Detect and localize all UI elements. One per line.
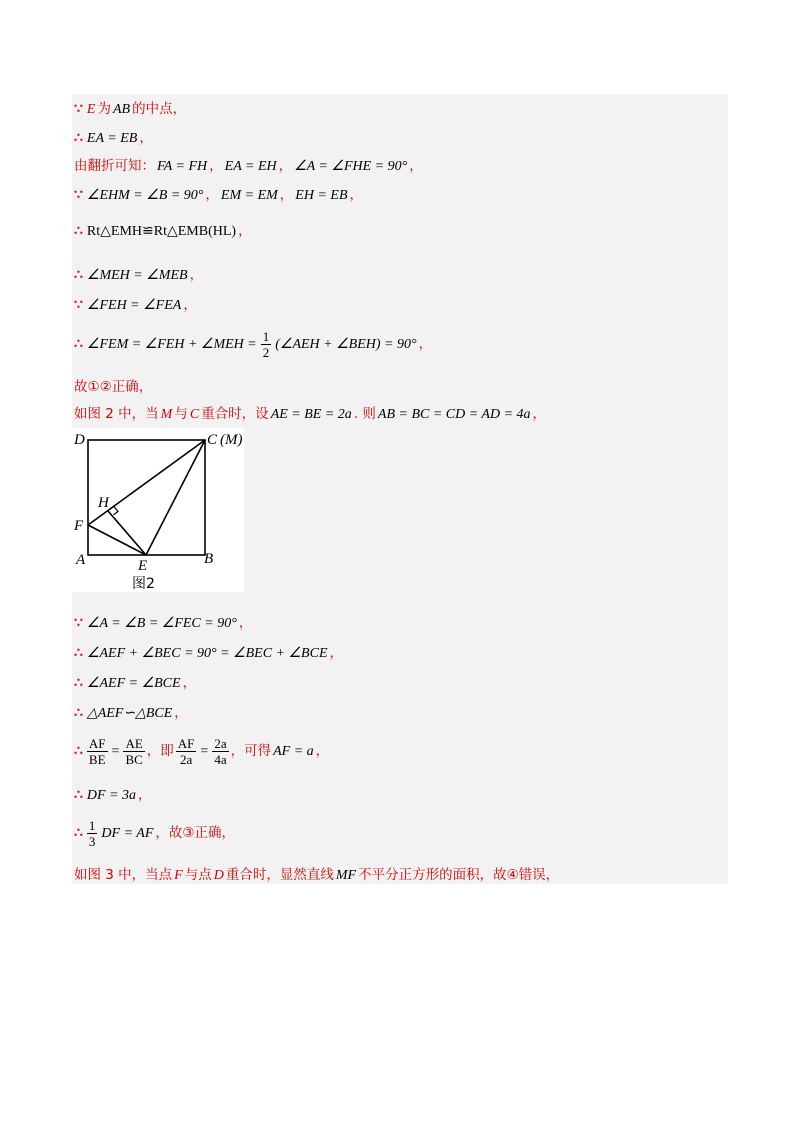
fraction-denominator: 2 [262,344,270,360]
fraction-denominator: BE [88,751,106,767]
therefore-symbol: ∴ [74,336,83,352]
line-7 [74,296,197,315]
math: M [160,407,173,422]
figure-caption: 图2 [132,576,155,592]
therefore-symbol: ∴ [74,705,83,721]
text: ， [532,406,547,422]
text: ， [209,158,223,174]
math: AF = a [273,744,314,759]
line-16 [74,786,152,805]
math: DF = 3a [86,788,137,803]
math: C [189,407,200,422]
text: . 则 [353,406,376,422]
text: ， [418,336,433,352]
text: 与 [174,406,188,422]
line-18 [74,866,559,885]
fraction [87,736,108,767]
line-5 [74,222,252,241]
label-d: D [74,432,85,448]
text: ， [183,297,197,313]
text: ， [409,158,423,174]
therefore-symbol: ∴ [74,743,83,759]
square-diagram [72,428,244,592]
text: ， [138,787,152,803]
math: ∠FEH = ∠FEA [86,298,182,313]
label-a: A [76,552,86,568]
segment-fc [88,440,205,525]
fraction-denominator: 4a [214,751,227,767]
therefore-symbol: ∴ [74,675,83,691]
text: ，可得 [230,743,272,759]
therefore-symbol: ∴ [74,267,83,283]
because-symbol: ∵ [74,297,83,313]
text: ， [182,675,197,691]
fraction-denominator: 3 [88,833,96,849]
fraction-numerator: AF [177,735,195,751]
math: EM = EM [220,188,278,203]
line-8 [74,326,432,363]
label-m: (M) [220,432,243,448]
line-6 [74,266,203,285]
fraction-denominator: 2a [179,751,193,767]
therefore-symbol: ∴ [74,223,83,239]
fraction [87,818,98,849]
math: EH = EB [295,188,348,203]
line-11 [74,614,252,633]
line-1 [74,100,186,119]
text: 不平分正方形的面积，故④错误， [358,867,560,883]
text: 重合时，显然直线 [225,867,334,883]
math: ∠A = ∠B = ∠FEC = 90° [86,616,237,631]
text: ， [174,705,188,721]
math: ∠EHM = ∠B = 90° [86,188,204,203]
text: ， [205,187,219,203]
math: EA = EB [86,131,138,146]
fraction-numerator: 2a [214,735,227,751]
because-symbol: ∵ [74,615,83,631]
because-symbol: ∵ [74,101,83,117]
math-e: E [86,102,96,117]
text: ， [238,615,253,631]
text: 重合时，设 [201,406,269,422]
math: EA = EH [224,159,277,174]
fraction-numerator: 1 [88,817,96,833]
label-f: F [74,518,84,534]
math: MF [335,868,357,883]
segment-fe [88,525,146,555]
math: AB = BC = CD = AD = 4a [377,407,531,422]
text: ， [349,187,363,203]
fraction-denominator: BC [125,751,143,767]
therefore-symbol: ∴ [74,787,83,803]
fraction [212,736,228,767]
text: 如图 2 中，当 [74,406,159,422]
right-angle-mark [114,507,119,515]
line-12 [74,644,343,663]
math: ∠AEF + ∠BEC = 90° = ∠BEC + ∠BCE [86,646,328,661]
text: 的中点， [132,101,187,117]
equals: = [200,744,209,759]
text: 与点 [184,867,212,883]
line-17 [74,815,235,852]
text: 由翻折可知： [74,158,155,174]
line-15 [74,733,329,770]
fraction [261,329,272,360]
line-10 [74,405,546,424]
because-symbol: ∵ [74,187,83,203]
math: AE = BE = 2a [270,407,352,422]
label-h: H [98,495,109,511]
text: 如图 3 中，当点 [74,867,173,883]
math: ∠A = ∠FHE = 90° [294,159,408,174]
label-e: E [138,558,148,574]
text: ，即 [146,743,174,759]
math: F [174,868,183,883]
math: ∠FEM = ∠FEH + ∠MEH = [86,337,257,352]
text: 为 [97,101,111,117]
math: (∠AEH + ∠BEH) = 90° [275,337,417,352]
text: ， [139,130,153,146]
therefore-symbol: ∴ [74,130,83,146]
label-b: B [204,551,214,567]
text: ，故③正确， [155,825,235,841]
figure-2 [72,428,244,592]
line-13 [74,674,196,693]
fraction-numerator: AF [88,735,106,751]
text: ， [329,645,343,661]
line-14 [74,704,188,723]
line-4 [74,186,363,205]
text: ， [278,158,293,174]
math: ∠AEF = ∠BCE [86,676,181,691]
fraction-numerator: AE [125,735,143,751]
text: ， [315,743,330,759]
fraction-numerator: 1 [262,328,270,344]
line-2 [74,129,153,148]
fraction [176,736,197,767]
math-ab: AB [112,102,131,117]
text: ， [238,223,252,239]
math: DF = AF [101,826,154,841]
text: ， [279,187,294,203]
fraction [123,736,144,767]
therefore-symbol: ∴ [74,825,83,841]
math: △AEF∽△BCE [86,706,173,721]
segment-ec [146,440,205,555]
math: D [213,868,224,883]
segment-he [108,511,146,555]
math: Rt△EMH≌Rt△EMB(HL) [86,224,237,239]
math: FA = FH [157,159,208,174]
therefore-symbol: ∴ [74,645,83,661]
text: 故①②正确， [74,379,153,395]
text: ， [189,267,204,283]
line-9 [74,378,152,396]
equals: = [111,744,120,759]
label-c: C [207,432,218,448]
line-3 [74,157,423,176]
math: ∠MEH = ∠MEB [86,268,188,283]
